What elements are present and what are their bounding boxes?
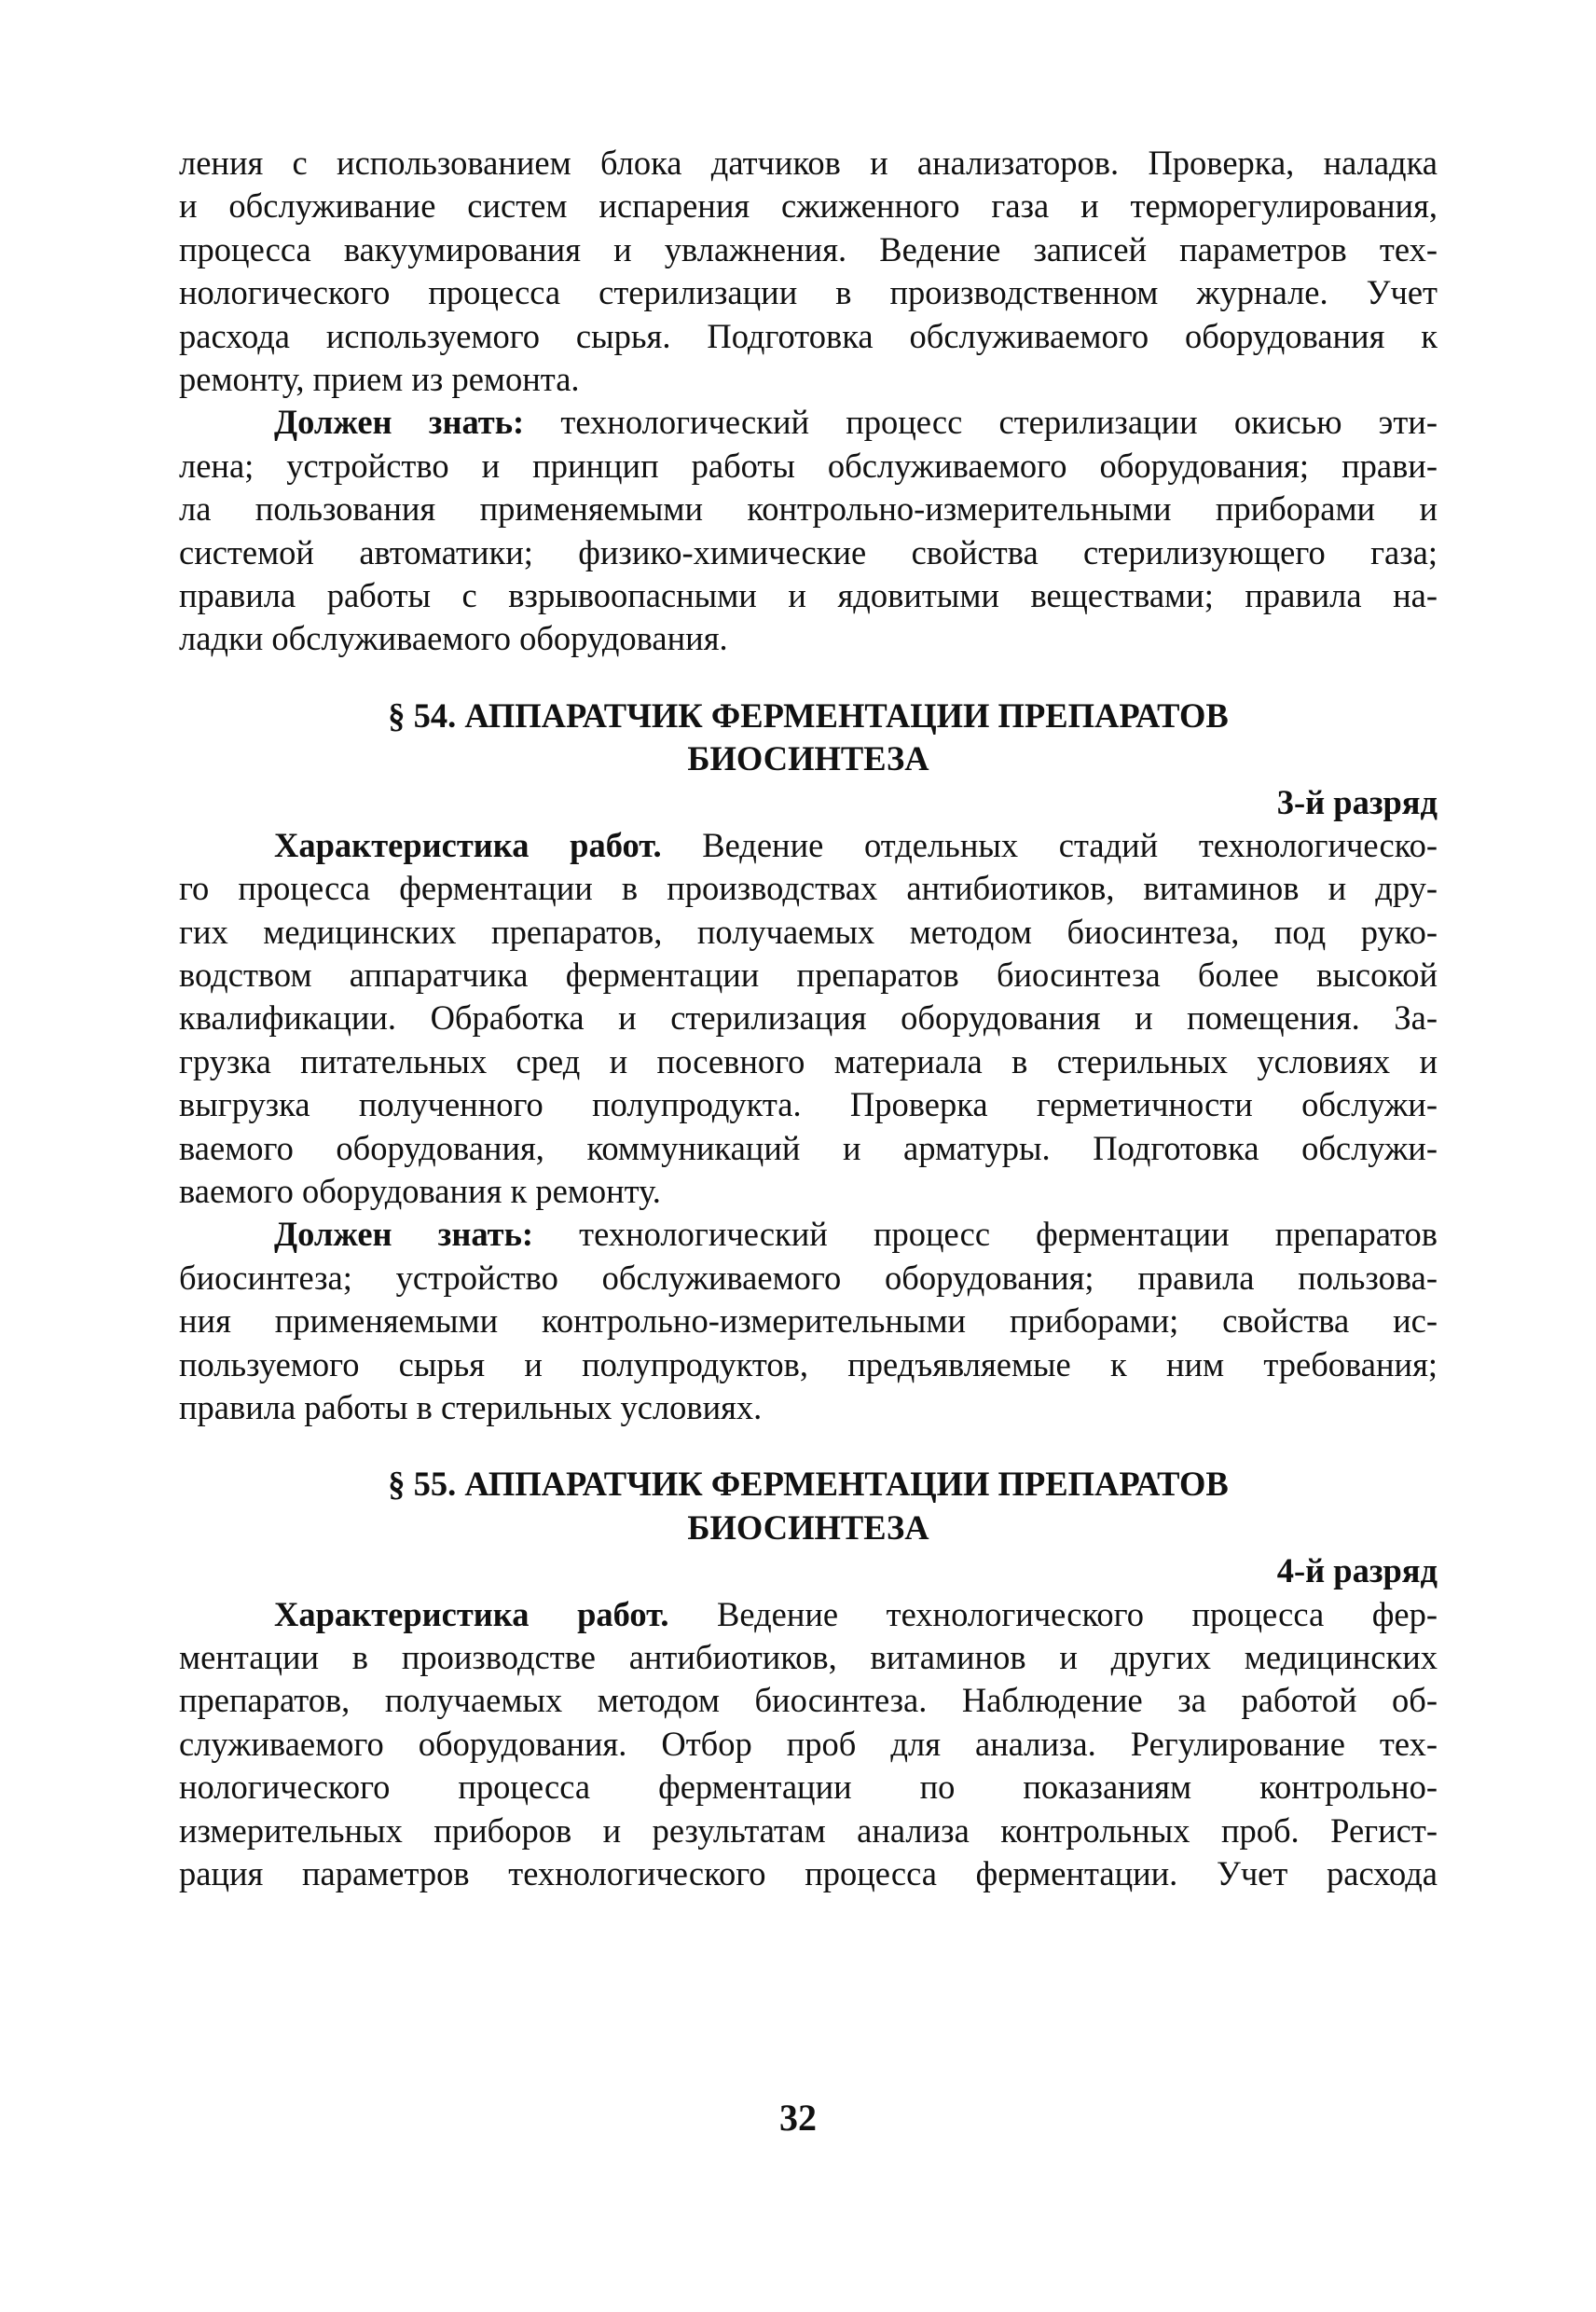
text-line: ла пользования применяемыми контрольно-измерительными приборами и [179,489,1438,529]
grade-label: 4-й разряд [1276,1551,1438,1590]
section-title: БИОСИНТЕЗА [687,739,929,778]
text-line: процесса вакуумирования и увлажнения. Ведение записей параметров тех- [179,229,1438,268]
paragraph-continuation [179,142,1438,401]
section-title: § 54. АППАРАТЧИК ФЕРМЕНТАЦИИ ПРЕПАРАТОВ [388,695,1229,735]
text-line: го процесса ферментации в производствах антибиотиков, витаминов и дру- [179,869,1438,908]
text-line: измерительных приборов и результатам анализа контрольных проб. Регист- [179,1810,1438,1850]
section-55 [179,1463,1438,1895]
text-run: технологический процесс стерилизации окисью эти- [524,403,1438,442]
text-run: технологический процесс ферментации препаратов [533,1215,1438,1254]
text-line: ладки обслуживаемого оборудования. [179,619,728,658]
characteristic-label: Характеристика работ. [274,1594,669,1633]
text-line: ваемого оборудования к ремонту. [179,1172,661,1211]
knowledge-label: Должен знать: [274,403,525,442]
text-line: нологического процесса ферментации по показаниям контрольно- [179,1768,1438,1807]
text-line: расхода используемого сырья. Подготовка обслуживаемого оборудования к [179,316,1438,355]
text-line: правила работы в стерильных условиях. [179,1387,763,1426]
text-line: квалификации. Обработка и стерилизация оборудования и помещения. За- [179,998,1438,1038]
text-line [179,1593,1438,1636]
text-run: Ведение технологического процесса фер- [668,1594,1438,1633]
section-title: БИОСИНТЕЗА [687,1507,929,1547]
text-line: и обслуживание систем испарения сжиженного газа и терморегулирования, [179,186,1438,226]
text-line: ментации в производстве антибиотиков, витаминов и других медицинских [179,1637,1438,1676]
text-line: выгрузка полученного полупродукта. Проверка герметичности обслужи- [179,1085,1438,1124]
text-line: ремонту, прием из ремонта. [179,359,580,398]
text-line: системой автоматики; физико-химические свойства стерилизующего газа; [179,532,1438,571]
paragraph-characteristic [179,1593,1438,1896]
knowledge-label: Должен знать: [274,1215,534,1254]
text-line: рация параметров технологического процесса ферментации. Учет расхода [179,1853,1438,1892]
text-line: ления с использованием блока датчиков и анализаторов. Проверка, наладка [179,144,1438,182]
text-line: препаратов, получаемых методом биосинтеза. Наблюдение за работой об- [179,1681,1438,1720]
paragraph-knowledge [179,401,1438,660]
paragraph-characteristic [179,824,1438,1214]
text-line [179,401,1438,444]
text-line: служиваемого оборудования. Отбор проб для анализа. Регулирование тех- [179,1724,1438,1763]
characteristic-label: Характеристика работ. [274,825,662,864]
section-54 [179,695,1438,1430]
text-line [179,1213,1438,1256]
text-line: биосинтеза; устройство обслуживаемого оборудования; правила пользова- [179,1258,1438,1297]
page-body [179,142,1438,1895]
text-line: лена; устройство и принцип работы обслуживаемого оборудования; прави- [179,446,1438,485]
text-line [179,824,1438,867]
grade-label: 3-й разряд [1276,782,1438,821]
text-line: гих медицинских препаратов, получаемых методом биосинтеза, под руко- [179,912,1438,951]
text-line: водством аппаратчика ферментации препаратов биосинтеза более высокой [179,956,1438,995]
paragraph-knowledge [179,1213,1438,1429]
text-line: ваемого оборудования, коммуникаций и арматуры. Подготовка обслужи- [179,1128,1438,1167]
page-number: 32 [779,2097,817,2139]
text-line: грузка питательных сред и посевного материала в стерильных условиях и [179,1041,1438,1080]
text-line: правила работы с взрывоопасными и ядовитыми веществами; правила на- [179,575,1438,614]
section-title: § 55. АППАРАТЧИК ФЕРМЕНТАЦИИ ПРЕПАРАТОВ [388,1465,1229,1504]
text-line: пользуемого сырья и полупродуктов, предъявляемые к ним требования; [179,1344,1438,1383]
text-line: ния применяемыми контрольно-измерительными приборами; свойства ис- [179,1301,1438,1341]
text-run: Ведение отдельных стадий технологическо- [661,825,1438,864]
text-line: нологического процесса стерилизации в производственном журнале. Учет [179,273,1438,312]
